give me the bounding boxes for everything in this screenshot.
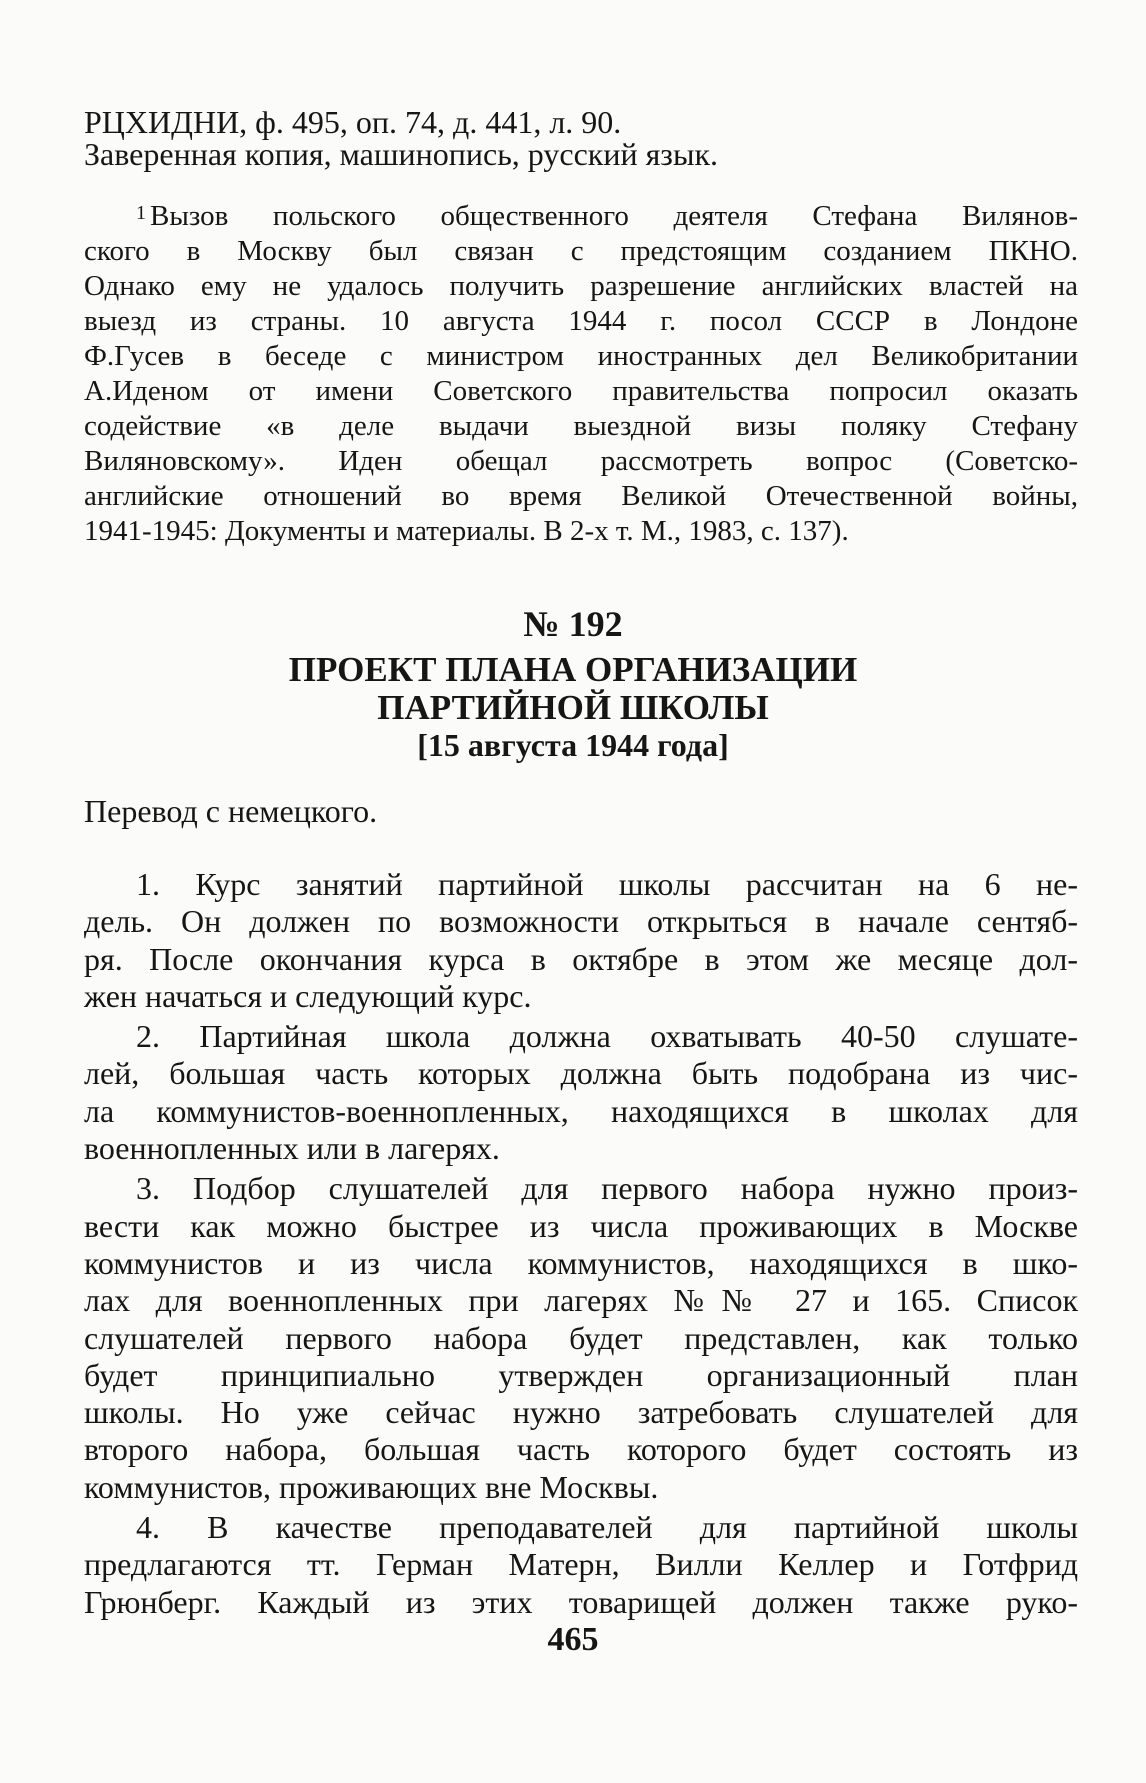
copy-note: Заверенная копия, машинопись, русский язык.	[84, 136, 718, 172]
paragraph-line: школы. Но уже сейчас нужно затребовать слушателей для	[84, 1394, 1078, 1431]
footnote-line: английские отношений во время Великой Отечественной войны,	[84, 480, 1078, 512]
footnote-line: Однако ему не удалось получить разрешение английских властей на	[84, 270, 1078, 302]
footnote-line: выезд из страны. 10 августа 1944 г. посол СССР в Лондоне	[84, 305, 1078, 337]
paragraph-line: слушателей первого набора будет представлен, как только	[84, 1319, 1078, 1356]
footnote-line: содействие «в деле выдачи выездной визы поляку Стефану	[84, 410, 1078, 442]
footnote-line: Ф.Гусев в беседе с министром иностранных дел Великобритании	[84, 340, 1078, 372]
paragraph-2	[84, 1018, 1078, 1167]
title-line-1: ПРОЕКТ ПЛАНА ОРГАНИЗАЦИИ	[288, 650, 858, 689]
paragraph-line: предлагаются тт. Герман Матерн, Вилли Келлер и Готфрид	[84, 1546, 1078, 1583]
document-number: № 192	[523, 604, 623, 644]
paragraph-line: коммунистов и из числа коммунистов, находящихся в шко-	[84, 1244, 1078, 1281]
paragraph-3	[84, 1170, 1078, 1506]
footnote	[84, 196, 1078, 549]
document-body	[84, 866, 1078, 1624]
footnote-line: А.Иденом от имени Советского правительства попросил оказать	[84, 375, 1078, 407]
paragraph-line: коммунистов, проживающих вне Москвы.	[84, 1468, 659, 1505]
paragraph-1	[84, 866, 1078, 1015]
paragraph-line: 2. Партийная школа должна охватывать 40-50 слушате-	[136, 1018, 1078, 1055]
footnote-line: 1941-1945: Документы и материалы. В 2-х т. М., 1983, с. 137).	[84, 515, 849, 547]
paragraph-line: Грюнберг. Каждый из этих товарищей должен также руко-	[84, 1583, 1078, 1620]
paragraph-line: лах для военнопленных при лагерях №№ 27 и 165. Список	[84, 1282, 1078, 1319]
document-title	[0, 651, 1146, 727]
paragraph-line: дель. Он должен по возможности открыться в начале сентяб-	[84, 903, 1078, 940]
footnote-text: Вызов польского общественного деятеля Стефана Вилянов-	[150, 200, 1078, 232]
paragraph-4	[84, 1509, 1078, 1621]
paragraph-line: жен начаться и следующий курс.	[84, 977, 532, 1014]
paragraph-line: лей, большая часть которых должна быть подобрана из чис-	[84, 1055, 1078, 1092]
page-number: 465	[547, 1621, 599, 1658]
paragraph-line: вести как можно быстрее из числа проживающих в Москве	[84, 1207, 1078, 1244]
footnote-line	[84, 196, 1078, 234]
paragraph-line: ря. После окончания курса в октябре в этом же месяце дол-	[84, 940, 1078, 977]
paragraph-line: 1. Курс занятий партийной школы рассчитан на 6 не-	[136, 866, 1078, 902]
paragraph-line: военнопленных или в лагерях.	[84, 1130, 500, 1167]
source-reference	[84, 104, 1078, 172]
paragraph-line: ла коммунистов-военнопленных, находящихся в школах для	[84, 1092, 1078, 1129]
footnote-line: Виляновскому». Иден обещал рассмотреть вопрос (Советско-	[84, 445, 1078, 477]
footnote-line: ского в Москву был связан с предстоящим созданием ПКНО.	[84, 235, 1078, 267]
paragraph-line: 3. Подбор слушателей для первого набора нужно произ-	[136, 1170, 1078, 1207]
footnote-marker: 1	[136, 202, 146, 224]
paragraph-line: второго набора, большая часть которого будет состоять из	[84, 1431, 1078, 1468]
document-date: [15 августа 1944 года]	[417, 727, 729, 763]
paragraph-line: 4. В качестве преподавателей для партийной школы	[136, 1509, 1078, 1546]
paragraph-line: будет принципиально утвержден организационный план	[84, 1356, 1078, 1393]
translation-note: Перевод с немецкого.	[84, 793, 378, 829]
archive-reference: РЦХИДНИ, ф. 495, оп. 74, д. 441, л. 90.	[84, 104, 622, 140]
title-line-2: ПАРТИЙНОЙ ШКОЛЫ	[377, 688, 769, 727]
